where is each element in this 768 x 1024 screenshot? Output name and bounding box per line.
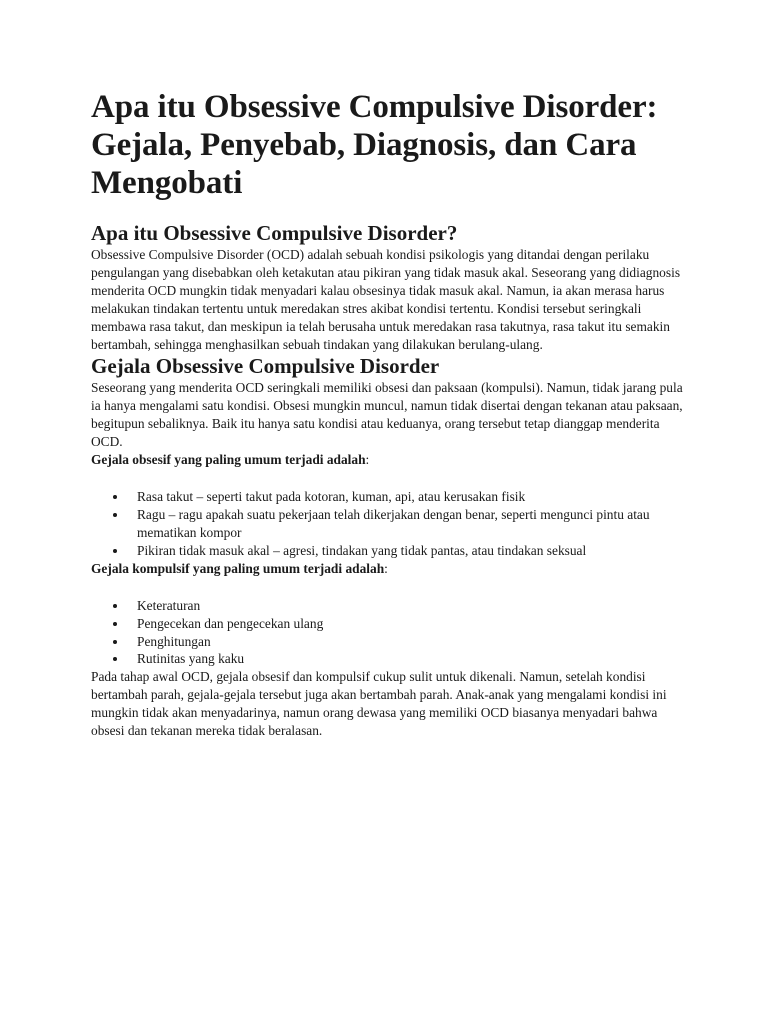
list-item — [91, 542, 691, 560]
list-item-text: Rasa takut – seperti takut pada kotoran, kuman, api, atau kerusakan fisik — [137, 489, 526, 505]
ocd-definition-paragraph: Obsessive Compulsive Disorder (OCD) adalah sebuah kondisi psikologis yang ditandai dengan perilaku pengulangan yang disebabkan oleh ketakutan atau pikiran yang tidak masuk akal. Seseorang yang didiagnosis menderita OCD mungkin tidak menyadari kalau obsesinya tidak masuk akal. Namun, ia akan merasa harus melakukan tindakan tertentu untuk meredakan stres akibat kondisi tertentu. Kondisi tersebut seringkali membawa rasa takut, dan meskipun ia telah berusaha untuk meredakan rasa takutnya, rasa takut itu semakin bertambah, sehingga menghasilkan sebuah tindakan yang dilakukan berulang-ulang. — [91, 247, 681, 352]
document-page — [91, 88, 691, 740]
list-item — [91, 506, 691, 542]
obsessive-symptoms-label-line — [91, 451, 691, 469]
compulsive-symptoms-label: Gejala kompulsif yang paling umum terjadi adalah — [91, 560, 385, 576]
bullet-icon — [113, 549, 117, 553]
list-item-text: Rutinitas yang kaku — [137, 651, 245, 667]
bullet-icon — [113, 640, 117, 644]
list-item-text: Keteraturan — [137, 597, 201, 613]
list-item-text: Pengecekan dan pengecekan ulang — [137, 615, 324, 631]
bullet-icon — [113, 604, 117, 608]
list-item — [91, 488, 691, 506]
bullet-icon — [113, 622, 117, 626]
list-item — [91, 615, 691, 633]
bullet-icon — [113, 513, 117, 517]
list-item — [91, 633, 691, 651]
label-colon: : — [365, 452, 370, 468]
list-item-text: Penghitungan — [137, 633, 211, 649]
section-heading-symptoms: Gejala Obsessive Compulsive Disorder — [91, 354, 440, 379]
compulsive-symptoms-list — [91, 597, 691, 669]
bullet-icon — [113, 657, 117, 661]
list-item-text: Pikiran tidak masuk akal – agresi, tindakan yang tidak pantas, atau tindakan seksual — [137, 542, 587, 558]
section-heading-what-is-ocd: Apa itu Obsessive Compulsive Disorder? — [91, 221, 458, 245]
list-item — [91, 650, 691, 668]
list-item-text: Ragu – ragu apakah suatu pekerjaan telah dikerjakan dengan benar, seperti mengunci pintu atau mematikan kompor — [137, 506, 650, 540]
obsessive-symptoms-label: Gejala obsesif yang paling umum terjadi adalah — [91, 452, 366, 468]
label-colon: : — [384, 560, 388, 576]
obsessive-symptoms-list — [91, 488, 691, 560]
compulsive-symptoms-label-line — [91, 560, 691, 578]
list-item — [91, 597, 691, 615]
symptoms-closing-paragraph: Pada tahap awal OCD, gejala obsesif dan kompulsif cukup sulit untuk dikenali. Namun, setelah kondisi bertambah parah, gejala-gejala tersebut juga akan bertambah parah. Anak-anak yang mengalami kondisi ini mungkin tidak akan menyadarinya, namun orang dewasa yang memiliki OCD biasanya menyadari bahwa obsesi dan tekanan mereka tidak beralasan. — [91, 669, 667, 739]
document-title: Apa itu Obsessive Compulsive Disorder: Gejala, Penyebab, Diagnosis, dan Cara Mengobati — [91, 89, 658, 201]
symptoms-intro-paragraph: Seseorang yang menderita OCD seringkali memiliki obsesi dan paksaan (kompulsi). Namun, tidak jarang pula ia hanya mengalami satu kondisi. Obsesi mungkin muncul, namun tidak disertai dengan tekanan atau paksaan, begitupun sebaliknya. Baik itu hanya satu kondisi atau keduanya, orang tersebut tetap dianggap menderita OCD. — [91, 380, 683, 450]
bullet-icon — [113, 495, 117, 499]
